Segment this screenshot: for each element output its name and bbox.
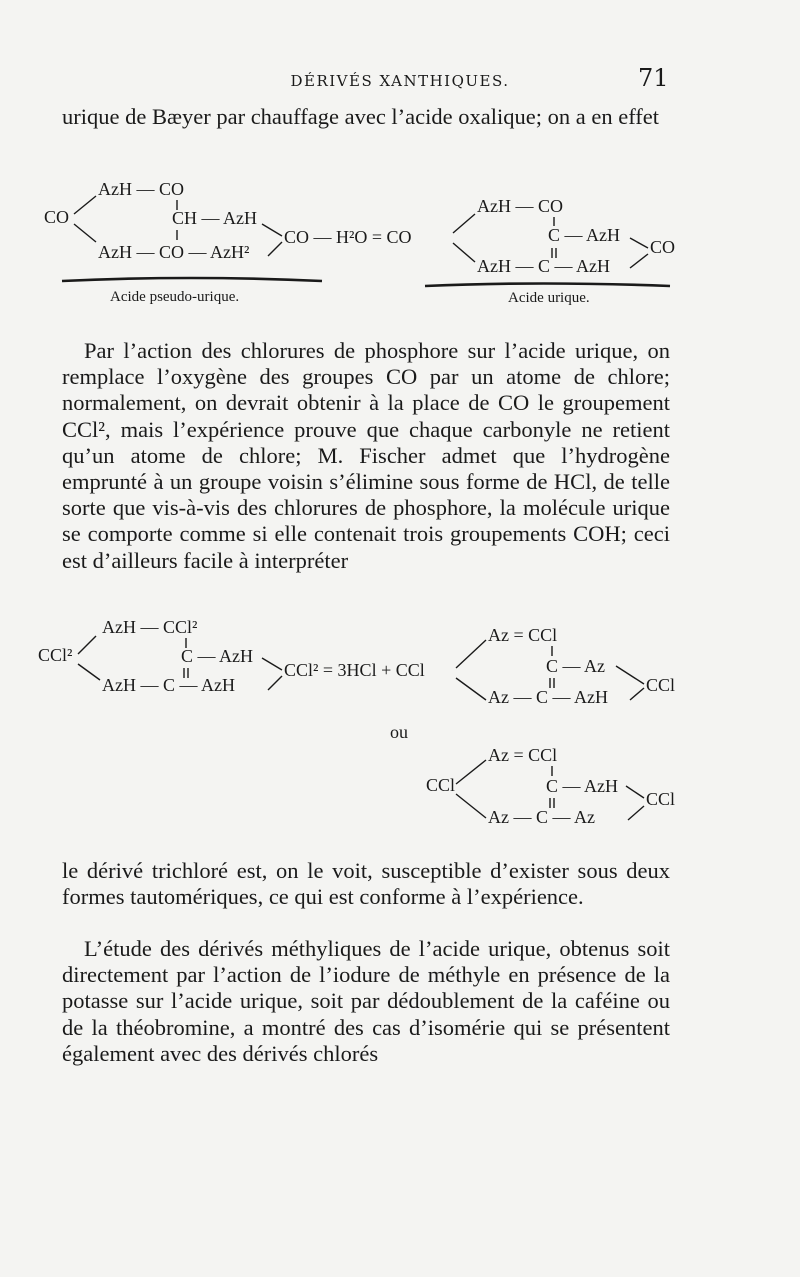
formula2-top: AzH — CCl² — [102, 617, 198, 637]
formula1-right-co: CO — [650, 237, 676, 257]
formula1-right-bot: AzH — C — AzH — [477, 256, 610, 276]
paragraph-tautomeric: le dérivé trichloré est, on le voit, susceptible d’exister sous deux formes tautomériques, ce qui est conforme à l’expérience. — [62, 858, 670, 910]
formula3-top: Az = CCl — [488, 745, 558, 765]
formula2-right-mid: C — Az — [546, 656, 606, 676]
caption-uric: Acide urique. — [508, 290, 590, 306]
caption-pseudo-uric: Acide pseudo-urique. — [110, 289, 240, 305]
formula2-equation: CCl² = 3HCl + CCl — [284, 660, 425, 680]
connector-ou: ou — [390, 722, 408, 742]
formula2-ccl2: CCl² — [38, 645, 73, 665]
page-number: 71 — [638, 64, 669, 92]
running-title: DÉRIVÉS XANTHIQUES. — [290, 72, 510, 90]
formula1-co: CO — [44, 207, 70, 227]
formula-trichloro-second — [426, 745, 675, 827]
formula2-bot: AzH — C — AzH — [102, 675, 235, 695]
formula1-right-mid: C — AzH — [548, 225, 620, 245]
formula3-ccl-right: CCl — [646, 789, 676, 809]
formula2-right-bot: Az — C — AzH — [488, 687, 608, 707]
formula1-bot: AzH — CO — AzH² — [98, 242, 250, 262]
formula1-mid: CH — AzH — [172, 208, 257, 228]
formula3-bot: Az — C — Az — [488, 807, 595, 827]
formula3-ccl-left: CCl — [426, 775, 456, 795]
paragraph-chlorides: Par l’action des chlorures de phosphore sur l’acide urique, on remplace l’oxygène des groupes CO par un atome de chlore; normalement, on devrait obtenir à la place de CO le groupement CCl², mais l’expérience prouve que chaque carbonyle ne retient qu’un atome de chlore; M. Fischer admet que l’hydrogène emprunté à un groupe voisin s’élimine sous forme de HCl, de telle sorte que vis-à-vis des chlorures de phosphore, la molécule urique se comporte comme si elle contenait trois groupements COH; ceci est d’ailleurs facile à interpréter — [62, 338, 670, 573]
formula2-right-ccl: CCl — [646, 675, 676, 695]
formula1-right-top: AzH — CO — [477, 196, 563, 216]
formula2-mid: C — AzH — [181, 646, 253, 666]
paragraph-intro: urique de Bæyer par chauffage avec l’acide oxalique; on a en effet — [62, 104, 660, 129]
formula3-mid: C — AzH — [546, 776, 618, 796]
formula1-equation: CO — H²O = CO — [284, 227, 412, 247]
paragraph-methyl: L’étude des dérivés méthyliques de l’acide urique, obtenus soit directement par l’action de l’iodure de méthyle en présence de la potasse sur l’acide urique, soit par dédoublement de la caféine ou de la théobromine, a montré des cas d’isomérie qui se présentent également avec des dérivés chlorés — [62, 936, 670, 1066]
formula-trichloro-first — [38, 617, 675, 707]
formula2-right-top: Az = CCl — [488, 625, 558, 645]
formula-pseudo-uric-acid — [44, 179, 475, 305]
formula1-top: AzH — CO — [98, 179, 184, 199]
